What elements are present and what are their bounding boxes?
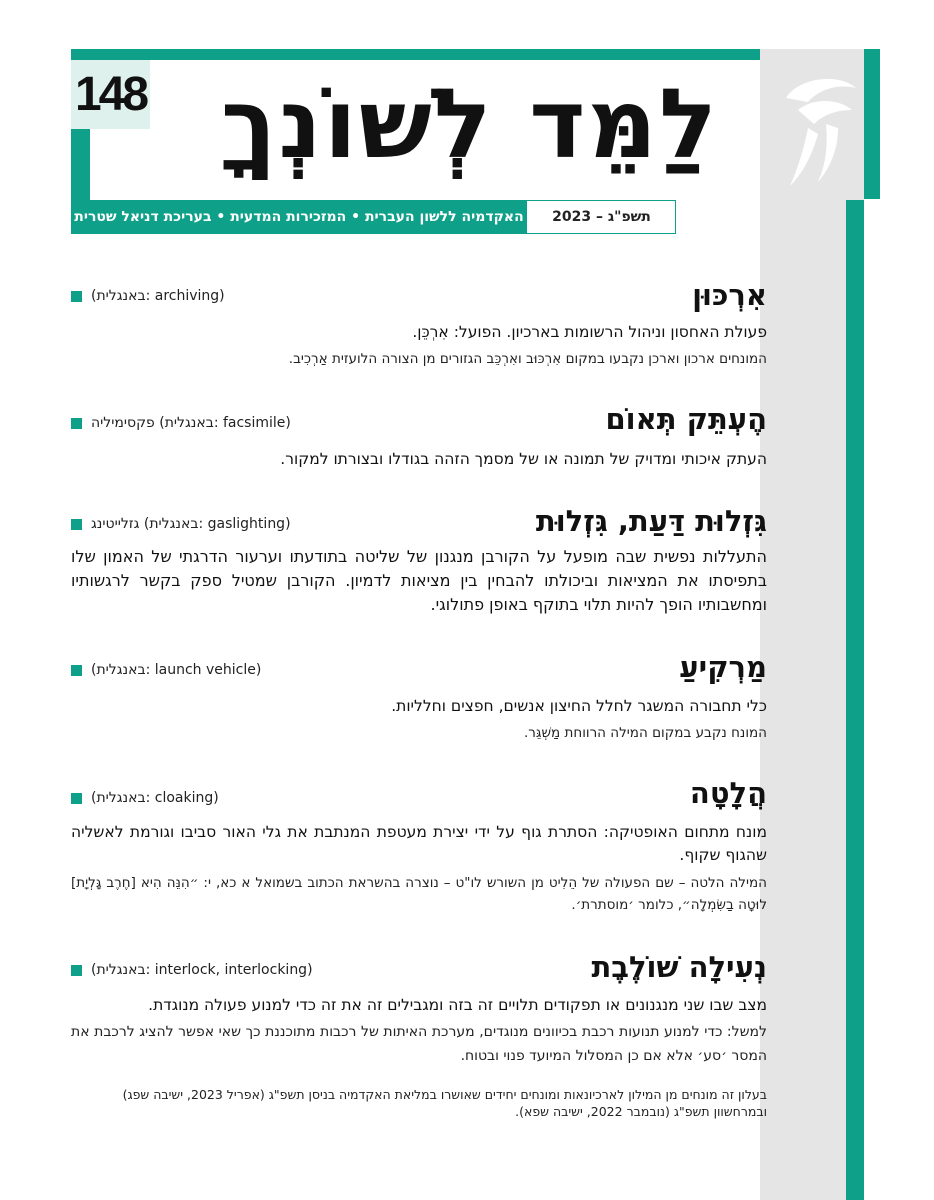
side-green-stripe: [846, 200, 864, 1200]
entry-definition: העתק איכותי ומדויק של תמונה או של מסמך הזהה בגודלו ובצורתו למקור.: [280, 450, 767, 468]
entry-term: גִּזְלוּת דַּעַת, גִּזְלוּת: [535, 504, 767, 538]
entry-term: נְעִילָה שׁוֹלֶבֶת: [591, 950, 767, 984]
entry-english: [71, 790, 219, 806]
square-bullet-icon: [71, 965, 82, 976]
entry-definition: פעולת האחסון וניהול הרשומות בארכיון. הפועל: אִרְכֵּן.: [412, 323, 767, 341]
academy-logo-icon: [768, 58, 864, 198]
square-bullet-icon: [71, 519, 82, 530]
entry-note: המונחים ארכון וארכן נקבעו במקום אִרְכּוּב ואִרְכֵּב הגזורים מן הצורה הלועזית אַרְכִיב.: [288, 351, 767, 367]
footer-note: בעלון זה מונחים מן המילון לארכיונאות ומונחים יחידים שאושרו במליאת האקדמיה בניסן תשפ"ג (אפריל 2023, ישיבה שפג) ובמרחשוון תשפ"ג (נובמבר 2022, ישיבה שפא).: [122, 1087, 767, 1119]
entry-definition: מצב שבו שני מנגנונים או תפקודים תלויים זה בזה ומגבילים זה את זה כדי למנוע פעולה מנוגדת.: [148, 996, 767, 1014]
entry-english-text: גזלייטינג (באנגלית: gaslighting): [91, 516, 291, 532]
entry-definition: מונח מתחום האופטיקה: הסתרת גוף על ידי יצירת מעטפת המנתבת את גלי האור סביבו וגורמת לאשליה שהגוף שקוף.: [71, 823, 767, 864]
entry-term: אִרְכּוּן: [692, 278, 767, 312]
side-green-stripe-top: [864, 49, 880, 199]
entry-definition: התעללות נפשית שבה מופעל על הקורבן מנגנון של שליטה בתודעתו וערעור הדרגתי של האמון שלו בתפיסתו את המציאות וביכולתו להבחין בין מציאות לדמיון. הקורבן שמטיל ספק בקשר לרגשותיו ומחשבותיו הופך להיות תלוי בתוקף באופן פתולוגי.: [71, 547, 767, 614]
publisher-line: האקדמיה ללשון העברית • המזכירות המדעית • בעריכת דניאל שטרית: [71, 200, 527, 234]
entry-english-text: פקסימיליה (באנגלית: facsimile): [91, 415, 291, 431]
entry-english: [71, 415, 291, 431]
entry-english: [71, 962, 313, 978]
entry-term: מַרְקִיעַ: [679, 650, 767, 684]
left-green-stripe: [71, 129, 90, 200]
entry-english-text: (באנגלית: interlock, interlocking): [91, 962, 313, 978]
square-bullet-icon: [71, 665, 82, 676]
page-title: לַמֵּד לְשׁוֹנְךָ: [220, 68, 720, 180]
square-bullet-icon: [71, 793, 82, 804]
entry-english: [71, 662, 261, 678]
entry-note: המונח נקבע במקום המילה הרווחת מַשְׁגֵּר.: [524, 725, 767, 741]
entry-definition: כלי תחבורה המשגר לחלל החיצון אנשים, חפצים וחלליות.: [391, 697, 767, 715]
issue-number: 148: [74, 68, 147, 121]
entry-term: הֲלָטָה: [689, 776, 767, 810]
entry-english-text: (באנגלית: archiving): [91, 288, 225, 304]
year-line: תשפ"ג – 2023: [552, 209, 651, 225]
entry-english: [71, 288, 225, 304]
top-green-stripe: [71, 49, 760, 60]
entry-english-text: (באנגלית: cloaking): [91, 790, 219, 806]
entry-term: הֶעְתֵּק תְּאוֹם: [605, 402, 767, 436]
entry-note: למשל: כדי למנוע תנועות רכבת בכיוונים מנוגדים, מערכת האיתות של רכבות מתוכננת כך שאי אפשר להציג לרכבת את המסר ׳סע׳ אלא אם כן המסלול המיועד פנוי ובטוח.: [71, 1024, 767, 1064]
entry-note: המילה הלטה – שם הפעולה של הֵלִיט מן השורש לו"ט – נוצרה בהשראת הכתוב בשמואל א כא, י: ״הִנֵּה הִיא [חֶרֶב גָּלְיָת] לוּטָה בַשִּׂמְלָה״, כלומר ׳מוסתרת׳.: [71, 875, 767, 913]
entry-english-text: (באנגלית: launch vehicle): [91, 662, 262, 678]
square-bullet-icon: [71, 291, 82, 302]
square-bullet-icon: [71, 418, 82, 429]
entry-english: [71, 516, 291, 532]
